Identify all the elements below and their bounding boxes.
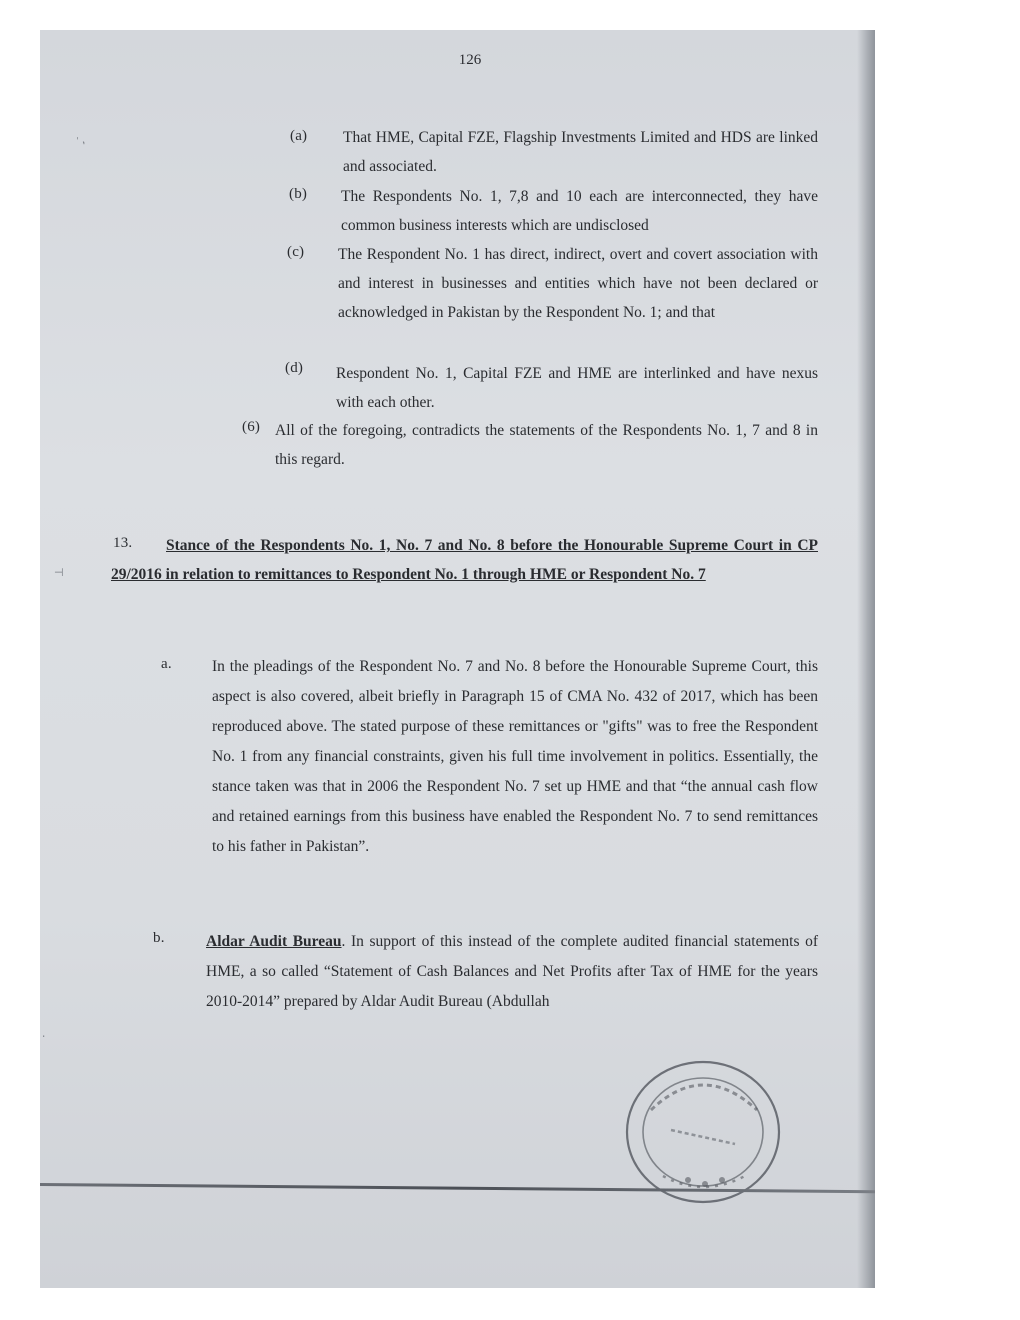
sub-item-d-text: Respondent No. 1, Capital FZE and HME are interlinked and have nexus with each other. [336, 365, 818, 411]
sub-item-d-label: (d) [285, 360, 304, 376]
margin-mark-middle: ⊣ [54, 566, 64, 579]
para-a-label: a. [161, 656, 172, 672]
sub-item-b-text: The Respondents No. 1, 7,8 and 10 each are interconnected, they have common business interests which are undisclosed [341, 188, 818, 234]
para-b-label-text: b. [153, 930, 165, 946]
sub-item-a-label: (a) [290, 128, 308, 144]
page-edge-shadow [857, 30, 875, 1288]
sub-item-c-label: (c) [287, 244, 305, 260]
para-b-title: Aldar Audit Bureau [206, 933, 342, 950]
para-b-body: . In support of this instead of the complete audited financial statements of HME, a so called “Statement of Cash Balances and Net Profits after Tax of HME for the years 2010-2014” prepared by Aldar Audit Bureau (Abdullah [206, 933, 818, 1010]
point-6-label: (6) [242, 419, 261, 435]
margin-mark-top: ′, [75, 133, 87, 148]
sub-item-a-text: That HME, Capital FZE, Flagship Investments Limited and HDS are linked and associated. [343, 129, 818, 175]
section-13-heading: Stance of the Respondents No. 1, No. 7 and No. 8 before the Honourable Supreme Court in CP 29/2016 in relation to remittances to Respondent No. 1 through HME or Respondent No. 7 [111, 537, 818, 583]
document-page [40, 30, 875, 1288]
section-13-number: 13. [113, 535, 133, 551]
sub-item-b-label: (b) [289, 186, 308, 202]
margin-mark-bottom: ⋅ [42, 1030, 46, 1043]
para-a-text: In the pleadings of the Respondent No. 7 and No. 8 before the Honourable Supreme Court, this aspect is also covered, albeit briefly in Paragraph 15 of CMA No. 432 of 2017, which has been reproduced above. The stated purpose of these remittances or "gifts" was to free the Respondent No. 1 from any financial constraints, given his full time involvement in politics. Essentially, the stance taken was that in 2006 the Respondent No. 7 set up HME and that “the annual cash flow and retained earnings from this business have enabled the Respondent No. 7 to send remittances to his father in Pakistan”. [212, 658, 818, 855]
sub-item-c-text: The Respondent No. 1 has direct, indirect, overt and covert association with and interest in businesses and entities which have not been declared or acknowledged in Pakistan by the Respondent No. 1; and that [338, 246, 818, 321]
point-6-text: All of the foregoing, contradicts the statements of the Respondents No. 1, 7 and 8 in this regard. [275, 422, 818, 468]
official-seal-icon [623, 1058, 781, 1208]
page-number: 126 [458, 52, 482, 68]
para-b-text [206, 927, 818, 1017]
para-b-label [153, 930, 165, 947]
